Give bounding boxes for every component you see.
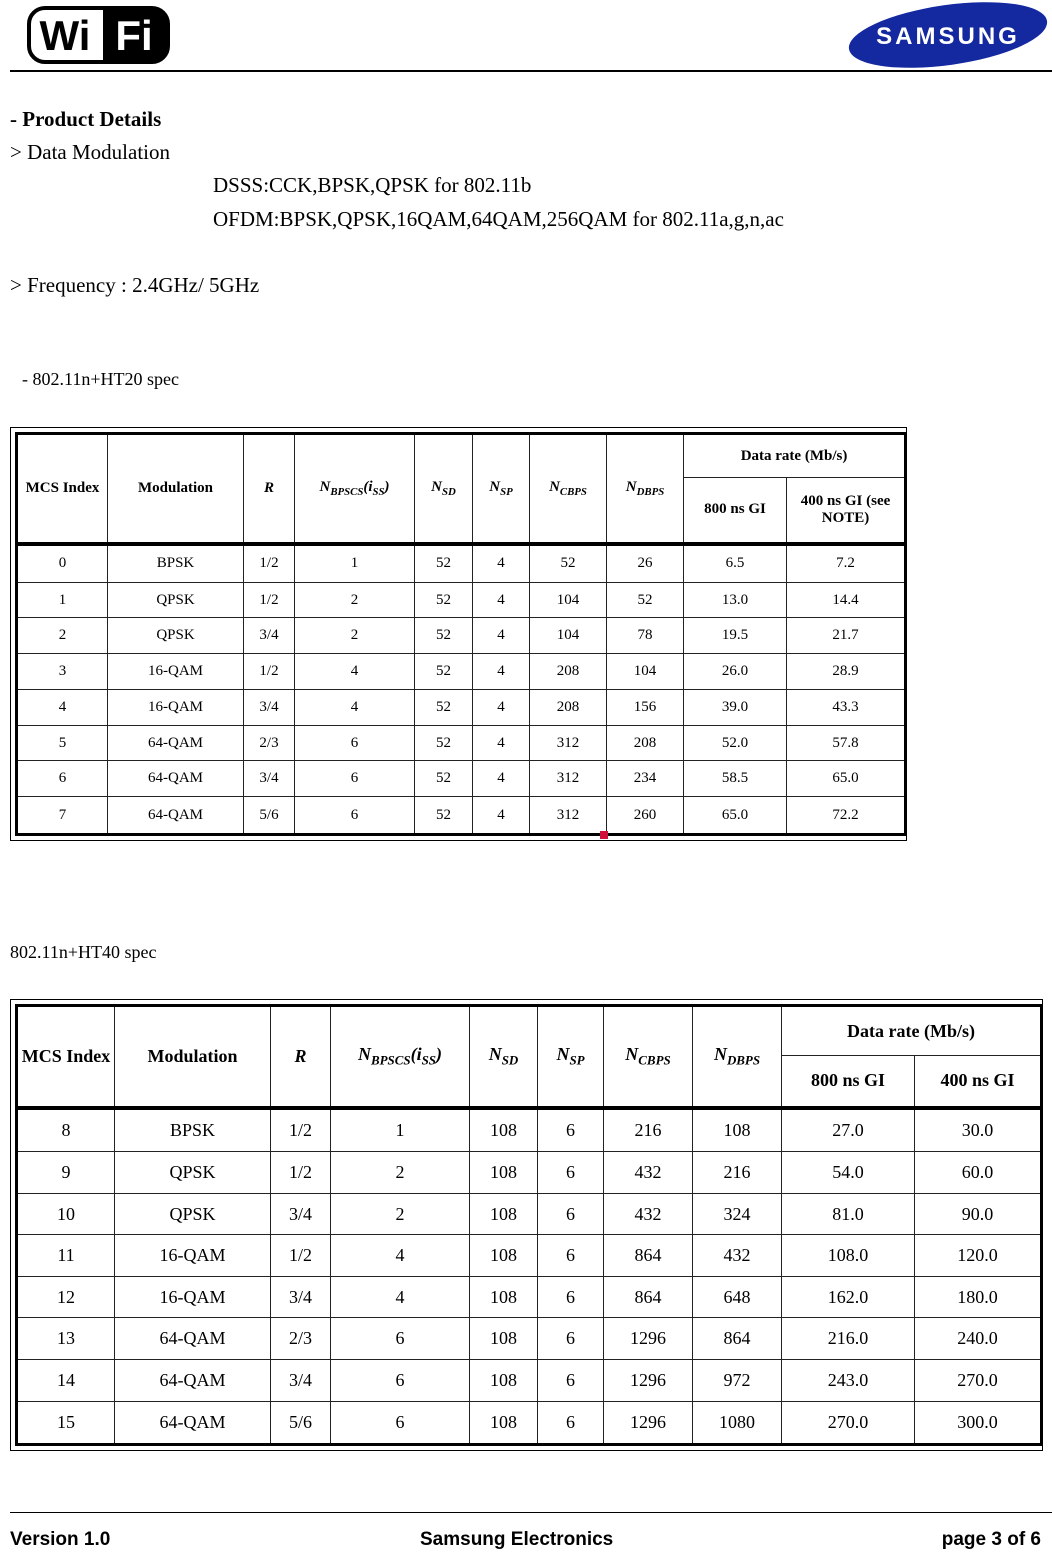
table-cell: 78	[607, 618, 684, 654]
table-cell: 2	[331, 1193, 470, 1235]
dsss-line: DSSS:CCK,BPSK,QPSK for 802.11b	[213, 173, 532, 197]
header-mcs-index: MCS Index	[17, 434, 108, 544]
header-ndbps: $N_{DBPS}$	[607, 434, 684, 544]
table-cell: 64-QAM	[115, 1318, 271, 1360]
table-cell: 4	[295, 654, 415, 690]
table-cell: 300.0	[915, 1401, 1042, 1444]
table-cell: 5	[17, 725, 108, 761]
samsung-logo-text: SAMSUNG	[876, 23, 1020, 50]
table-cell: 52	[415, 544, 473, 583]
table-cell: 4	[473, 582, 530, 618]
table-cell: 16-QAM	[108, 654, 244, 690]
table-cell: 208	[530, 654, 607, 690]
table-cell: 240.0	[915, 1318, 1042, 1360]
table-cell: 52	[415, 761, 473, 797]
table-cell: 7	[17, 797, 108, 835]
table-cell: 64-QAM	[108, 797, 244, 835]
table-cell: 5/6	[271, 1401, 331, 1444]
table-row	[17, 1360, 1042, 1402]
table-cell: 243.0	[782, 1360, 915, 1402]
samsung-logo	[847, 2, 1050, 68]
header-ncbps: $N_{CBPS}$	[530, 434, 607, 544]
ht40-spec-title: 802.11n+HT40 spec	[10, 942, 157, 962]
header-800ns-gi: 800 ns GI	[782, 1056, 915, 1108]
table-cell: 108	[693, 1108, 782, 1152]
ht40-spec-table	[10, 999, 1043, 1451]
table-cell: 6	[17, 761, 108, 797]
ht20-spec-table	[10, 427, 907, 841]
frequency-line: > Frequency : 2.4GHz/ 5GHz	[10, 273, 260, 297]
table-row	[17, 1108, 1042, 1152]
table-cell: 3/4	[244, 618, 295, 654]
table-cell: BPSK	[115, 1108, 271, 1152]
table-cell: 234	[607, 761, 684, 797]
table-cell: 65.0	[787, 761, 906, 797]
table-row	[17, 1235, 1042, 1277]
footer-page-number: page 3 of 6	[941, 1529, 1041, 1550]
table-cell: 3/4	[271, 1360, 331, 1402]
table-cell: 6	[538, 1235, 604, 1277]
table-cell: 16-QAM	[115, 1276, 271, 1318]
table-cell: 3	[17, 654, 108, 690]
header-nbpscs: $N_{BPSCS}(i_{SS})$	[331, 1006, 470, 1108]
table-cell: 65.0	[684, 797, 787, 835]
table-cell: 270.0	[782, 1401, 915, 1444]
table-cell: QPSK	[115, 1152, 271, 1194]
header-nsp: $N_{SP}$	[473, 434, 530, 544]
table-cell: 4	[473, 761, 530, 797]
table-cell: 972	[693, 1360, 782, 1402]
data-modulation-label: > Data Modulation	[10, 140, 170, 164]
table-cell: 52	[415, 725, 473, 761]
header-divider	[10, 70, 1052, 72]
table-cell: 108	[470, 1360, 538, 1402]
table-cell: 108	[470, 1318, 538, 1360]
table-cell: 3/4	[244, 761, 295, 797]
table-cell: 8	[17, 1108, 115, 1152]
table-cell: 11	[17, 1235, 115, 1277]
table-cell: 3/4	[244, 689, 295, 725]
table-cell: 864	[604, 1235, 693, 1277]
table-cell: 72.2	[787, 797, 906, 835]
table-cell: 4	[473, 544, 530, 583]
table-cell: 4	[473, 689, 530, 725]
footer-company: Samsung Electronics	[420, 1529, 614, 1550]
table-cell: 2/3	[271, 1318, 331, 1360]
table-cell: 26.0	[684, 654, 787, 690]
table-cell: 208	[607, 725, 684, 761]
wifi-logo	[27, 4, 170, 66]
table-row	[17, 654, 906, 690]
table-row	[17, 544, 906, 583]
table-cell: 21.7	[787, 618, 906, 654]
table-cell: 108	[470, 1235, 538, 1277]
table-cell: 1	[331, 1108, 470, 1152]
table-cell: 432	[604, 1193, 693, 1235]
table-cell: QPSK	[108, 618, 244, 654]
header-nsp: $N_{SP}$	[538, 1006, 604, 1108]
table-cell: 324	[693, 1193, 782, 1235]
table-cell: 4	[473, 654, 530, 690]
table-cell: 30.0	[915, 1108, 1042, 1152]
header-modulation: Modulation	[108, 434, 244, 544]
table-cell: 2	[295, 582, 415, 618]
table-cell: 4	[331, 1235, 470, 1277]
table-cell: 2	[295, 618, 415, 654]
table-cell: 90.0	[915, 1193, 1042, 1235]
header-nsd: $N_{SD}$	[470, 1006, 538, 1108]
table-cell: 1/2	[271, 1152, 331, 1194]
table-cell: 1/2	[244, 544, 295, 583]
table-cell: 3/4	[271, 1193, 331, 1235]
svg-text:Fi: Fi	[115, 12, 153, 59]
section-title: - Product Details	[10, 107, 162, 131]
table-cell: 120.0	[915, 1235, 1042, 1277]
table-cell: 162.0	[782, 1276, 915, 1318]
table-cell: 10	[17, 1193, 115, 1235]
table-cell: 4	[473, 797, 530, 835]
table-cell: 4	[331, 1276, 470, 1318]
table-cell: 54.0	[782, 1152, 915, 1194]
header-data-rate: Data rate (Mb/s)	[782, 1006, 1042, 1056]
table-cell: 15	[17, 1401, 115, 1444]
table-cell: 60.0	[915, 1152, 1042, 1194]
table-row	[17, 797, 906, 835]
table-cell: 1	[17, 582, 108, 618]
table-cell: 64-QAM	[115, 1401, 271, 1444]
table-cell: 216	[604, 1108, 693, 1152]
table-cell: 39.0	[684, 689, 787, 725]
table-row	[17, 1276, 1042, 1318]
table-cell: 52	[415, 618, 473, 654]
table-cell: 104	[607, 654, 684, 690]
table-cell: BPSK	[108, 544, 244, 583]
table-cell: 270.0	[915, 1360, 1042, 1402]
table-row	[17, 1152, 1042, 1194]
table-cell: 1296	[604, 1360, 693, 1402]
table-cell: 58.5	[684, 761, 787, 797]
table-cell: 216.0	[782, 1318, 915, 1360]
table-row	[17, 582, 906, 618]
table-cell: 312	[530, 725, 607, 761]
table-cell: QPSK	[108, 582, 244, 618]
table-cell: 26	[607, 544, 684, 583]
table-cell: 64-QAM	[108, 761, 244, 797]
table-cell: 864	[693, 1318, 782, 1360]
table-row	[17, 1401, 1042, 1444]
table-cell: 108	[470, 1401, 538, 1444]
table-cell: 13	[17, 1318, 115, 1360]
table-cell: 2	[331, 1152, 470, 1194]
table-cell: 432	[693, 1235, 782, 1277]
table-cell: 27.0	[782, 1108, 915, 1152]
table-cell: 648	[693, 1276, 782, 1318]
table-cell: 6	[538, 1152, 604, 1194]
footer-divider	[10, 1512, 1052, 1513]
table-cell: 6	[331, 1360, 470, 1402]
table-cell: 52	[415, 654, 473, 690]
table-cell: 52.0	[684, 725, 787, 761]
table-cell: 52	[415, 797, 473, 835]
table-row	[17, 725, 906, 761]
table-cell: 13.0	[684, 582, 787, 618]
table-cell: 6	[538, 1401, 604, 1444]
ofdm-line: OFDM:BPSK,QPSK,16QAM,64QAM,256QAM for 802.11a,g,n,ac	[213, 207, 784, 231]
table-cell: 108	[470, 1108, 538, 1152]
table-cell: 6	[538, 1193, 604, 1235]
svg-text:Wi: Wi	[39, 12, 91, 59]
header-400ns-gi: 400 ns GI (see NOTE)	[787, 478, 906, 544]
table-row	[17, 761, 906, 797]
table-cell: 4	[473, 725, 530, 761]
table-cell: 208	[530, 689, 607, 725]
table-cell: 1296	[604, 1318, 693, 1360]
table-cell: 432	[604, 1152, 693, 1194]
table-cell: 108	[470, 1152, 538, 1194]
table-cell: 1/2	[244, 582, 295, 618]
table-cell: 52	[415, 582, 473, 618]
table-cell: 28.9	[787, 654, 906, 690]
table-cell: 81.0	[782, 1193, 915, 1235]
header-data-rate: Data rate (Mb/s)	[684, 434, 906, 478]
ht20-spec-title: - 802.11n+HT20 spec	[22, 369, 179, 389]
table-cell: 6	[295, 725, 415, 761]
table-row	[17, 1193, 1042, 1235]
table-cell: 104	[530, 582, 607, 618]
table-cell: 6	[295, 761, 415, 797]
table-cell: 6	[295, 797, 415, 835]
table-cell: 14.4	[787, 582, 906, 618]
header-800ns-gi: 800 ns GI	[684, 478, 787, 544]
table-cell: 1296	[604, 1401, 693, 1444]
table-row	[17, 1318, 1042, 1360]
table-cell: 52	[607, 582, 684, 618]
table-cell: 52	[530, 544, 607, 583]
header-nsd: $N_{SD}$	[415, 434, 473, 544]
table-cell: 0	[17, 544, 108, 583]
table-cell: 6	[538, 1360, 604, 1402]
table-cell: 16-QAM	[108, 689, 244, 725]
table-cell: 260	[607, 797, 684, 835]
table-cell: 6.5	[684, 544, 787, 583]
table-cell: 2/3	[244, 725, 295, 761]
table-cell: 12	[17, 1276, 115, 1318]
table-cell: 2	[17, 618, 108, 654]
table-cell: 6	[538, 1108, 604, 1152]
table-cell: 216	[693, 1152, 782, 1194]
table-row	[17, 618, 906, 654]
table-cell: 108	[470, 1193, 538, 1235]
table-cell: 14	[17, 1360, 115, 1402]
table-cell: QPSK	[115, 1193, 271, 1235]
table-cell: 1/2	[244, 654, 295, 690]
table-cell: 6	[331, 1401, 470, 1444]
table-cell: 16-QAM	[115, 1235, 271, 1277]
table-cell: 4	[295, 689, 415, 725]
table-cell: 312	[530, 797, 607, 835]
table-cell: 108	[470, 1276, 538, 1318]
table-cell: 6	[331, 1318, 470, 1360]
table-cell: 9	[17, 1152, 115, 1194]
table-cell: 156	[607, 689, 684, 725]
table-cell: 1/2	[271, 1235, 331, 1277]
table-cell: 312	[530, 761, 607, 797]
header-mcs-index: MCS Index	[17, 1006, 115, 1108]
header-r-text: R	[263, 479, 274, 496]
table-cell: 64-QAM	[108, 725, 244, 761]
table-cell: 1/2	[271, 1108, 331, 1152]
header-nbpscs: $N_{BPSCS}(i_{SS})$	[295, 434, 415, 544]
table-cell: 64-QAM	[115, 1360, 271, 1402]
table-cell: 108.0	[782, 1235, 915, 1277]
red-marker	[600, 831, 608, 839]
table-cell: 104	[530, 618, 607, 654]
table-cell: 1	[295, 544, 415, 583]
header-400ns-gi: 400 ns GI	[915, 1056, 1042, 1108]
header-ndbps: $N_{DBPS}$	[693, 1006, 782, 1108]
table-cell: 43.3	[787, 689, 906, 725]
header-r-text: R	[294, 1045, 307, 1066]
header-ncbps: $N_{CBPS}$	[604, 1006, 693, 1108]
table-cell: 57.8	[787, 725, 906, 761]
header-r	[244, 434, 295, 544]
table-row	[17, 689, 906, 725]
table-cell: 7.2	[787, 544, 906, 583]
header-modulation: Modulation	[115, 1006, 271, 1108]
table-cell: 5/6	[244, 797, 295, 835]
table-cell: 6	[538, 1318, 604, 1360]
table-cell: 4	[473, 618, 530, 654]
header-r	[271, 1006, 331, 1108]
table-cell: 52	[415, 689, 473, 725]
table-cell: 864	[604, 1276, 693, 1318]
table-cell: 6	[538, 1276, 604, 1318]
table-cell: 1080	[693, 1401, 782, 1444]
table-cell: 4	[17, 689, 108, 725]
table-cell: 180.0	[915, 1276, 1042, 1318]
table-cell: 19.5	[684, 618, 787, 654]
table-cell: 3/4	[271, 1276, 331, 1318]
footer-version: Version 1.0	[10, 1529, 111, 1550]
